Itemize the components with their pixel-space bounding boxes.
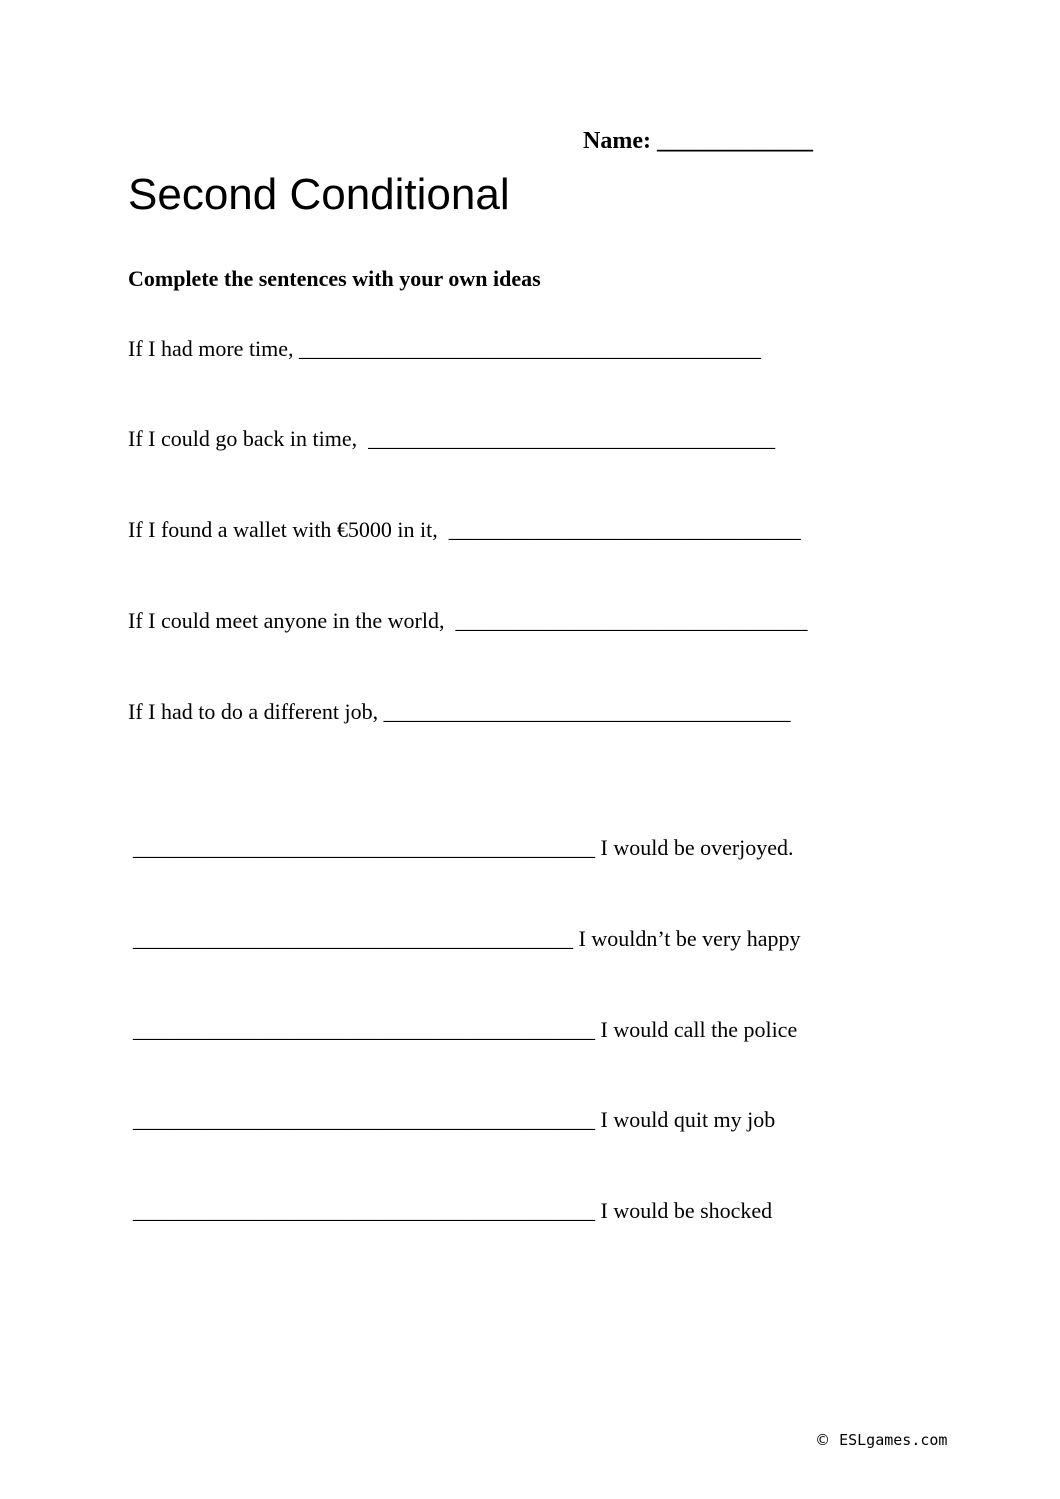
sentence-prompt-1: If I had more time, __________________________________________: [128, 336, 762, 361]
name-field-label: Name: _____________: [583, 128, 813, 154]
sentence-ending-3: __________________________________________ I would call the police: [133, 1017, 798, 1042]
sentence-prompt-5: If I had to do a different job, _____________________________________: [128, 699, 791, 724]
sentence-prompt-4: If I could meet anyone in the world, ________________________________: [128, 608, 808, 633]
sentence-ending-2: ________________________________________ I wouldn’t be very happy: [133, 926, 801, 951]
sentence-prompt-3: If I found a wallet with €5000 in it, ________________________________: [128, 517, 801, 542]
sentence-ending-1: __________________________________________ I would be overjoyed.: [133, 835, 794, 860]
copyright-footer: [797, 1413, 947, 1449]
sentence-prompt-2: If I could go back in time, _____________________________________: [128, 426, 776, 451]
instruction-text: Complete the sentences with your own ideas: [128, 266, 541, 291]
sentence-ending-5: __________________________________________ I would be shocked: [133, 1198, 773, 1223]
worksheet-title: Second Conditional: [128, 170, 510, 219]
footer-site-text: ESLgames.com: [830, 1431, 948, 1449]
sentence-ending-4: __________________________________________ I would quit my job: [133, 1107, 776, 1132]
copyright-icon: ©: [815, 1431, 831, 1449]
